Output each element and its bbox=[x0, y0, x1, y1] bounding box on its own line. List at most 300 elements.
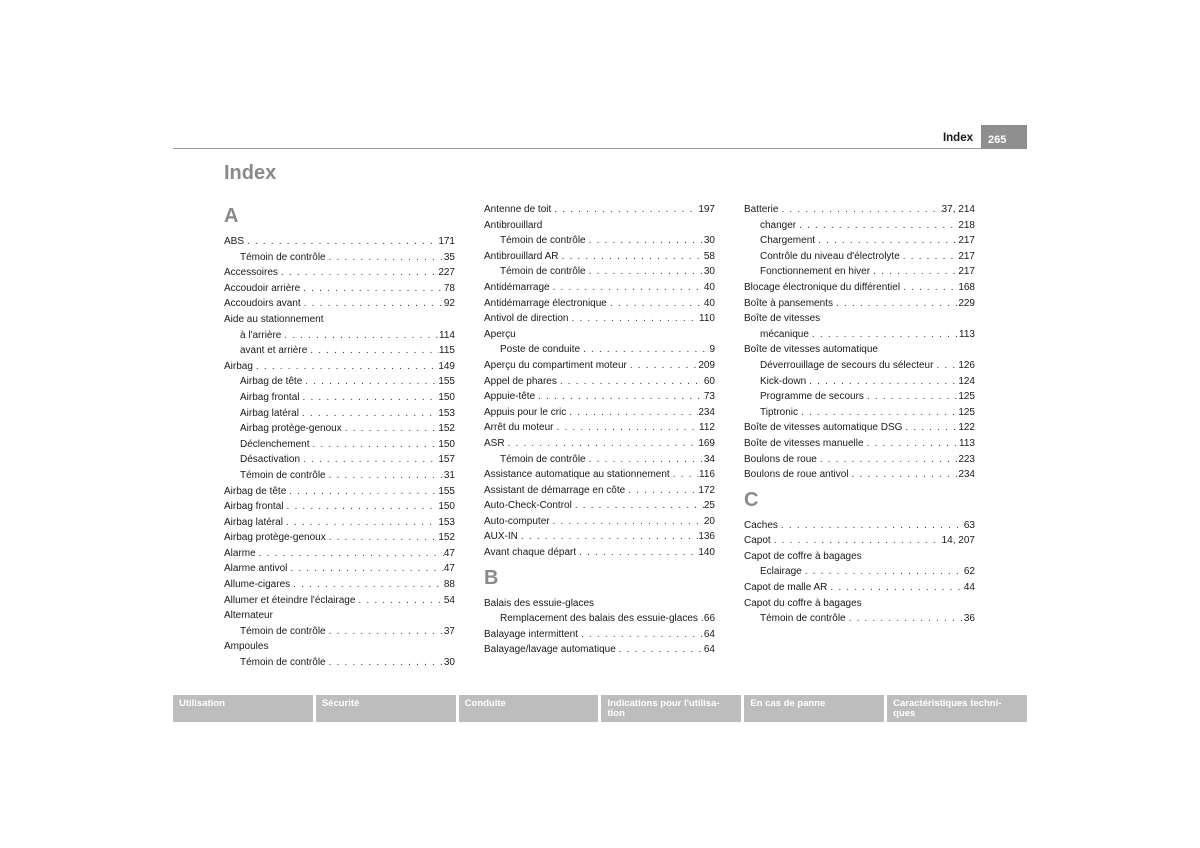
index-entry bbox=[484, 545, 715, 561]
entry-label: Programme de secours bbox=[760, 391, 864, 403]
page-reference[interactable]: 209 bbox=[698, 359, 715, 371]
page-reference[interactable]: 150 bbox=[438, 391, 455, 403]
chapter-tab-indications[interactable]: Indications pour l'utilisa- tion bbox=[601, 695, 741, 722]
entry-label: Avant chaque départ bbox=[484, 547, 577, 559]
entry-label: Accoudoir arrière bbox=[224, 282, 301, 294]
entry-label: Témoin de contrôle bbox=[760, 613, 846, 625]
dot-leader bbox=[535, 389, 704, 405]
page-reference[interactable]: 110 bbox=[699, 313, 715, 325]
page-reference[interactable]: 62 bbox=[963, 566, 975, 578]
page-reference[interactable]: 150 bbox=[438, 438, 455, 450]
entry-label: Capot du coffre à bagages bbox=[744, 597, 862, 609]
index-entry bbox=[484, 529, 715, 545]
page-reference[interactable]: 169 bbox=[698, 437, 715, 449]
section-letter: A bbox=[224, 205, 239, 227]
chapter-tab-caracteristiques[interactable]: Caractéristiques techni- ques bbox=[887, 695, 1027, 722]
chapter-tab-en-cas-de-panne[interactable]: En cas de panne bbox=[744, 695, 884, 722]
page-reference[interactable]: 64 bbox=[703, 628, 715, 640]
page-reference[interactable]: 153 bbox=[438, 407, 455, 419]
entry-label: Capot de malle AR bbox=[744, 582, 828, 594]
dot-leader bbox=[802, 564, 964, 580]
page-reference[interactable]: 30 bbox=[443, 657, 455, 669]
chapter-tab-conduite[interactable]: Conduite bbox=[459, 695, 599, 722]
entry-label: Aperçu bbox=[484, 328, 516, 340]
page-reference[interactable]: 125 bbox=[958, 391, 975, 403]
entry-label: mécanique bbox=[760, 328, 809, 340]
page-reference[interactable]: 73 bbox=[703, 391, 715, 403]
entry-label: Airbag protège-genoux bbox=[240, 423, 342, 435]
page-reference[interactable]: 25 bbox=[703, 500, 715, 512]
entry-label: Auto-computer bbox=[484, 515, 550, 527]
entry-label: Airbag bbox=[224, 360, 253, 372]
index-entry bbox=[744, 311, 975, 327]
entry-label: Témoin de contrôle bbox=[240, 657, 326, 669]
page-reference[interactable]: 34 bbox=[703, 453, 715, 465]
page-reference[interactable]: 234 bbox=[958, 469, 975, 481]
page-reference[interactable]: 112 bbox=[699, 422, 715, 434]
entry-label: à l'arrière bbox=[240, 329, 282, 341]
entry-label: Capot bbox=[744, 535, 771, 547]
index-entry bbox=[484, 436, 715, 452]
entry-label: ASR bbox=[484, 437, 505, 449]
entry-label: Airbag protège-genoux bbox=[224, 532, 326, 544]
index-subentry bbox=[224, 655, 455, 671]
page-reference[interactable]: 30 bbox=[703, 266, 715, 278]
index-subentry bbox=[224, 390, 455, 406]
dot-leader bbox=[301, 296, 444, 312]
dot-leader bbox=[625, 483, 698, 499]
page-reference[interactable]: 78 bbox=[443, 282, 455, 294]
dot-leader bbox=[302, 374, 438, 390]
dot-leader bbox=[299, 390, 438, 406]
entry-label: Aide au stationnement bbox=[224, 313, 324, 325]
entry-label: Témoin de contrôle bbox=[500, 235, 586, 247]
page-reference[interactable]: 14, 207 bbox=[941, 535, 975, 547]
dot-leader bbox=[290, 577, 444, 593]
page-reference[interactable]: 122 bbox=[958, 422, 975, 434]
page-reference[interactable]: 60 bbox=[703, 375, 715, 387]
page-reference[interactable]: 217 bbox=[958, 250, 975, 262]
entry-label: Airbag latéral bbox=[240, 407, 299, 419]
page-reference[interactable]: 64 bbox=[703, 644, 715, 656]
page-reference[interactable]: 153 bbox=[438, 516, 455, 528]
dot-leader bbox=[864, 436, 960, 452]
dot-leader bbox=[550, 280, 704, 296]
index-entry bbox=[484, 202, 715, 218]
page-reference[interactable]: 116 bbox=[699, 469, 715, 481]
entry-label: avant et arrière bbox=[240, 345, 308, 357]
entry-label: Poste de conduite bbox=[500, 344, 581, 356]
index-entry bbox=[484, 280, 715, 296]
dot-leader bbox=[870, 264, 958, 280]
index-column-2 bbox=[484, 202, 715, 658]
entry-label: Fonctionnement en hiver bbox=[760, 266, 871, 278]
index-subentry bbox=[744, 564, 975, 580]
index-entry bbox=[224, 561, 455, 577]
index-entry bbox=[484, 327, 715, 343]
dot-leader bbox=[616, 642, 704, 658]
index-entry bbox=[744, 452, 975, 468]
index-entry bbox=[484, 596, 715, 612]
dot-leader bbox=[864, 389, 958, 405]
entry-label: Airbag latéral bbox=[224, 516, 283, 528]
entry-label: Boulons de roue bbox=[744, 453, 817, 465]
index-subentry bbox=[224, 343, 455, 359]
index-entry bbox=[484, 642, 715, 658]
index-entry bbox=[744, 280, 975, 296]
dot-leader bbox=[578, 627, 704, 643]
chapter-tab-securite[interactable]: Sécurité bbox=[316, 695, 456, 722]
dot-leader bbox=[551, 202, 698, 218]
entry-label: Allumer et éteindre l'éclairage bbox=[224, 594, 356, 606]
dot-leader bbox=[299, 406, 438, 422]
dot-leader bbox=[326, 624, 444, 640]
dot-leader bbox=[355, 593, 443, 609]
dot-leader bbox=[833, 296, 958, 312]
entry-label: Témoin de contrôle bbox=[500, 266, 586, 278]
page-reference[interactable]: 37 bbox=[443, 625, 455, 637]
page-reference[interactable]: 152 bbox=[438, 423, 455, 435]
index-subentry bbox=[224, 328, 455, 344]
index-subentry bbox=[744, 389, 975, 405]
dot-leader bbox=[771, 533, 942, 549]
page-reference[interactable]: 115 bbox=[439, 345, 455, 357]
page-reference[interactable]: 31 bbox=[443, 469, 455, 481]
entry-label: Alarme bbox=[224, 547, 256, 559]
dot-leader bbox=[586, 264, 704, 280]
index-subentry bbox=[744, 264, 975, 280]
dot-leader bbox=[307, 343, 439, 359]
index-subentry bbox=[224, 452, 455, 468]
index-subentry bbox=[484, 264, 715, 280]
index-subentry bbox=[484, 611, 715, 627]
index-entry bbox=[224, 546, 455, 562]
dot-leader bbox=[827, 580, 963, 596]
entry-label: Ampoules bbox=[224, 641, 269, 653]
dot-leader bbox=[627, 358, 698, 374]
page-reference[interactable]: 229 bbox=[958, 297, 975, 309]
entry-label: Désactivation bbox=[240, 454, 301, 466]
entry-label: Antivol de direction bbox=[484, 313, 569, 325]
page-reference[interactable]: 66 bbox=[703, 613, 716, 625]
dot-leader bbox=[796, 218, 958, 234]
entry-label: Antibrouillard bbox=[484, 219, 543, 231]
index-subentry bbox=[744, 233, 975, 249]
entry-label: Boîte à pansements bbox=[744, 297, 833, 309]
index-subentry bbox=[744, 327, 975, 343]
dot-leader bbox=[283, 515, 438, 531]
page-reference[interactable]: 20 bbox=[703, 515, 715, 527]
page-reference[interactable]: 168 bbox=[958, 281, 975, 293]
entry-label: Boîte de vitesses manuelle bbox=[744, 437, 864, 449]
dot-leader bbox=[849, 467, 959, 483]
page-reference[interactable]: 155 bbox=[438, 485, 455, 497]
index-entry bbox=[484, 514, 715, 530]
dot-leader bbox=[576, 545, 698, 561]
index-entry bbox=[744, 549, 975, 565]
index-subentry bbox=[224, 374, 455, 390]
index-entry bbox=[484, 358, 715, 374]
index-entry bbox=[484, 389, 715, 405]
page-reference[interactable]: 9 bbox=[709, 344, 715, 356]
entry-label: Airbag de tête bbox=[224, 485, 287, 497]
entry-label: Assistant de démarrage en côte bbox=[484, 484, 626, 496]
entry-label: Témoin de contrôle bbox=[500, 453, 586, 465]
entry-label: Kick-down bbox=[760, 375, 807, 387]
entry-label: Témoin de contrôle bbox=[240, 251, 326, 263]
entry-label: Aperçu du compartiment moteur bbox=[484, 359, 627, 371]
header-title: Index bbox=[942, 132, 973, 144]
entry-label: Témoin de contrôle bbox=[240, 625, 326, 637]
dot-leader bbox=[809, 327, 959, 343]
dot-leader bbox=[326, 655, 444, 671]
dot-leader bbox=[902, 420, 958, 436]
page-reference[interactable]: 155 bbox=[438, 376, 455, 388]
index-subentry bbox=[224, 437, 455, 453]
page-reference[interactable]: 172 bbox=[698, 484, 715, 496]
index-subentry bbox=[484, 233, 715, 249]
index-entry bbox=[744, 296, 975, 312]
index-entry bbox=[484, 296, 715, 312]
dot-leader bbox=[553, 420, 699, 436]
page-reference[interactable]: 150 bbox=[438, 501, 455, 513]
entry-label: Déverrouillage de secours du sélecteur bbox=[760, 359, 934, 371]
page-reference[interactable]: 37, 214 bbox=[941, 204, 975, 215]
index-entry bbox=[224, 608, 455, 624]
entry-label: Balayage intermittent bbox=[484, 628, 578, 640]
index-entry bbox=[224, 281, 455, 297]
page-reference[interactable]: 40 bbox=[703, 297, 715, 309]
index-entry bbox=[224, 484, 455, 500]
entry-label: Airbag frontal bbox=[240, 391, 300, 403]
dot-leader bbox=[558, 249, 703, 265]
page-reference[interactable]: 157 bbox=[438, 454, 455, 466]
dot-leader bbox=[778, 518, 964, 534]
page-reference[interactable]: 113 bbox=[959, 328, 975, 340]
chapter-tab-utilisation[interactable]: Utilisation bbox=[173, 695, 313, 722]
index-entry bbox=[484, 498, 715, 514]
index-subentry bbox=[224, 421, 455, 437]
index-entry bbox=[744, 467, 975, 483]
page-reference[interactable]: 124 bbox=[958, 375, 975, 387]
page-reference[interactable]: 197 bbox=[698, 204, 715, 215]
page-reference[interactable]: 218 bbox=[958, 219, 975, 231]
index-subentry bbox=[484, 452, 715, 468]
dot-leader bbox=[580, 342, 709, 358]
dot-leader bbox=[778, 202, 941, 218]
page-title: Index bbox=[224, 162, 277, 184]
entry-label: Boîte de vitesses bbox=[744, 313, 821, 325]
dot-leader bbox=[300, 452, 438, 468]
page-reference[interactable]: 234 bbox=[698, 406, 715, 418]
dot-leader bbox=[900, 249, 959, 265]
index-entry bbox=[484, 405, 715, 421]
page-reference[interactable]: 47 bbox=[443, 563, 455, 575]
index-entry bbox=[224, 639, 455, 655]
entry-label: Contrôle du niveau d'électrolyte bbox=[760, 250, 900, 262]
entry-label: Appuis pour le cric bbox=[484, 406, 567, 418]
page-reference[interactable]: 152 bbox=[438, 532, 455, 544]
index-entry bbox=[224, 577, 455, 593]
index-subentry bbox=[744, 358, 975, 374]
entry-label: Allume-cigares bbox=[224, 579, 291, 591]
entry-label: Tiptronic bbox=[760, 406, 798, 418]
page-reference[interactable]: 136 bbox=[698, 531, 715, 543]
dot-leader bbox=[342, 421, 439, 437]
entry-label: Alarme antivol bbox=[224, 563, 288, 575]
entry-label: Boîte de vitesses automatique DSG bbox=[744, 422, 903, 434]
index-subentry bbox=[224, 250, 455, 266]
page-number-badge: 265 bbox=[981, 125, 1027, 149]
entry-label: Eclairage bbox=[760, 566, 802, 578]
index-entry bbox=[484, 420, 715, 436]
page-reference[interactable]: 40 bbox=[703, 281, 715, 293]
index-column-3 bbox=[744, 202, 975, 627]
chapter-tabs bbox=[173, 695, 1027, 722]
dot-leader bbox=[806, 374, 958, 390]
entry-label: Caches bbox=[744, 519, 778, 531]
entry-label: Capot de coffre à bagages bbox=[744, 550, 862, 562]
dot-leader bbox=[326, 530, 439, 546]
entry-label: Arrêt du moteur bbox=[484, 422, 554, 434]
index-entry bbox=[484, 218, 715, 234]
page-reference[interactable]: 54 bbox=[443, 594, 455, 606]
entry-label: Airbag de tête bbox=[240, 376, 303, 388]
entry-label: Assistance automatique au stationnement bbox=[484, 469, 670, 481]
entry-label: Appuie-tête bbox=[484, 391, 536, 403]
page-reference[interactable]: 63 bbox=[963, 519, 975, 531]
index-column-1 bbox=[224, 202, 455, 671]
page-reference[interactable]: 30 bbox=[703, 235, 715, 247]
index-entry bbox=[744, 436, 975, 452]
dot-leader bbox=[586, 452, 704, 468]
section-letter: C bbox=[744, 488, 759, 511]
page-reference[interactable]: 171 bbox=[438, 236, 455, 247]
index-entry bbox=[224, 296, 455, 312]
entry-label: Antidémarrage bbox=[484, 281, 550, 293]
index-entry bbox=[484, 311, 715, 327]
entry-label: Chargement bbox=[760, 235, 816, 247]
page-reference[interactable]: 47 bbox=[443, 547, 455, 559]
dot-leader bbox=[300, 281, 444, 297]
dot-leader bbox=[256, 546, 444, 562]
entry-label: Airbag frontal bbox=[224, 501, 284, 513]
header-rule bbox=[173, 148, 981, 149]
entry-label: Auto-Check-Control bbox=[484, 500, 572, 512]
dot-leader bbox=[309, 437, 438, 453]
page-reference[interactable]: 36 bbox=[963, 613, 975, 625]
index-subentry bbox=[744, 218, 975, 234]
index-entry bbox=[224, 234, 455, 250]
page-reference[interactable]: 113 bbox=[959, 437, 975, 449]
entry-label: Antibrouillard AR bbox=[484, 250, 559, 262]
page-reference[interactable]: 217 bbox=[958, 266, 975, 278]
page-reference[interactable]: 92 bbox=[443, 298, 455, 310]
dot-leader bbox=[244, 234, 438, 250]
page-reference[interactable]: 149 bbox=[438, 360, 455, 372]
index-entry bbox=[744, 580, 975, 596]
index-entry bbox=[484, 467, 715, 483]
index-entry bbox=[224, 593, 455, 609]
dot-leader bbox=[817, 452, 958, 468]
index-entry bbox=[744, 420, 975, 436]
page-reference[interactable]: 125 bbox=[958, 406, 975, 418]
entry-label: Alternateur bbox=[224, 610, 273, 622]
page-reference[interactable]: 44 bbox=[963, 582, 975, 594]
dot-leader bbox=[569, 311, 700, 327]
entry-label: ABS bbox=[224, 236, 245, 247]
page-reference[interactable]: 140 bbox=[698, 547, 715, 559]
dot-leader bbox=[253, 359, 438, 375]
page-reference[interactable]: 217 bbox=[958, 235, 975, 247]
index-entry bbox=[224, 359, 455, 375]
dot-leader bbox=[283, 499, 438, 515]
entry-label: Balayage/lavage automatique bbox=[484, 644, 616, 656]
dot-leader bbox=[550, 514, 704, 530]
entry-label: Batterie bbox=[744, 204, 779, 215]
index-entry bbox=[484, 483, 715, 499]
page-reference[interactable]: 223 bbox=[958, 453, 975, 465]
index-subentry bbox=[744, 249, 975, 265]
dot-leader bbox=[933, 358, 958, 374]
index-subentry bbox=[744, 405, 975, 421]
entry-label: Témoin de contrôle bbox=[240, 469, 326, 481]
index-entry bbox=[744, 202, 975, 218]
index-subentry bbox=[224, 468, 455, 484]
index-subentry bbox=[224, 624, 455, 640]
index-entry bbox=[224, 312, 455, 328]
dot-leader bbox=[326, 468, 444, 484]
page-reference[interactable]: 58 bbox=[703, 250, 715, 262]
dot-leader bbox=[815, 233, 958, 249]
index-entry bbox=[744, 518, 975, 534]
page-reference[interactable]: 114 bbox=[439, 329, 455, 341]
entry-label: changer bbox=[760, 219, 797, 231]
dot-leader bbox=[518, 529, 698, 545]
index-entry bbox=[744, 596, 975, 612]
dot-leader bbox=[286, 484, 438, 500]
dot-leader bbox=[900, 280, 958, 296]
dot-leader bbox=[846, 611, 964, 627]
index-entry bbox=[744, 533, 975, 549]
dot-leader bbox=[586, 233, 704, 249]
entry-label: Accessoires bbox=[224, 267, 278, 279]
dot-leader bbox=[572, 498, 704, 514]
entry-label: Antidémarrage électronique bbox=[484, 297, 607, 309]
index-subentry bbox=[224, 406, 455, 422]
entry-label: Déclenchement bbox=[240, 438, 310, 450]
dot-leader bbox=[326, 250, 444, 266]
page-reference[interactable]: 126 bbox=[958, 359, 975, 371]
dot-leader bbox=[557, 374, 704, 390]
dot-leader bbox=[607, 296, 704, 312]
entry-label: AUX-IN bbox=[484, 531, 518, 543]
page-reference[interactable]: 35 bbox=[443, 251, 455, 263]
dot-leader bbox=[566, 405, 698, 421]
dot-leader bbox=[798, 405, 958, 421]
index-subentry bbox=[744, 374, 975, 390]
index-subentry bbox=[744, 611, 975, 627]
index-entry bbox=[224, 499, 455, 515]
page-reference[interactable]: 227 bbox=[438, 267, 455, 279]
index-entry bbox=[484, 374, 715, 390]
page-reference[interactable]: 88 bbox=[443, 579, 455, 591]
index-entry bbox=[224, 530, 455, 546]
index-subentry bbox=[484, 342, 715, 358]
entry-label: Remplacement des balais des essuie-glaces bbox=[500, 613, 698, 625]
entry-label: Antenne de toit bbox=[484, 204, 552, 215]
entry-label: Appel de phares bbox=[484, 375, 557, 387]
